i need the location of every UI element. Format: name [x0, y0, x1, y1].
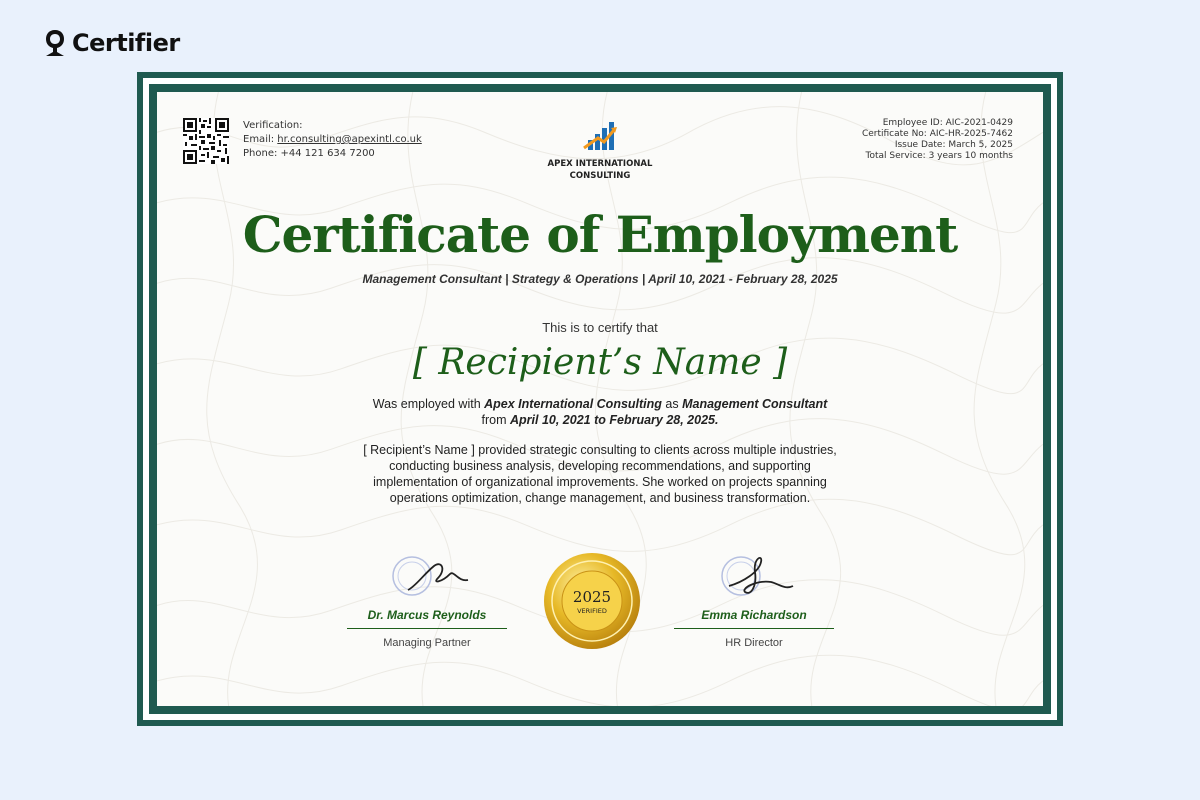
signatory-name: Emma Richardson — [701, 608, 807, 622]
company-name-line1: APEX INTERNATIONAL — [547, 159, 653, 169]
verification-label: Verification: — [243, 120, 303, 131]
signature-line — [674, 628, 834, 629]
total-service: Total Service: 3 years 10 months — [865, 151, 1013, 161]
signatory-role: Managing Partner — [383, 637, 471, 649]
company-name: Apex International Consulting — [484, 397, 662, 411]
certificate-number: Certificate No: AIC-HR-2025-7462 — [861, 129, 1013, 139]
certificate — [137, 72, 1063, 726]
certificate-subtitle: Management Consultant | Strategy & Operations | April 10, 2021 - February 28, 2025 — [362, 272, 838, 286]
recipient-name: [ Recipient’s Name ] — [412, 342, 788, 383]
certificate-meta — [862, 118, 1013, 162]
employment-statement: Was employed with Apex International Consulting as Management Consultant from April 10, 2021 to February 28, 2025. — [372, 397, 828, 427]
employment-dates: April 10, 2021 to February 28, 2025. — [510, 413, 719, 427]
brand-name: Certifier — [72, 29, 180, 57]
verification-email-link[interactable]: hr.consulting@apexintl.co.uk — [277, 134, 422, 145]
certify-text: This is to certify that — [542, 320, 658, 335]
employment-description: [ Recipient’s Name ] provided strategic consulting to clients across multiple industries, conducting business analysis, developing recommendations, and supporting implementation of organizational improvements. She worked on projects spanning operations optimization, change management, and business transformation. — [363, 443, 837, 505]
bar-chart-arrow-icon — [580, 118, 620, 154]
seal-label: VERIFIED — [577, 607, 607, 615]
employee-id: Employee ID: AIC-2021-0429 — [882, 118, 1013, 128]
signature-stamp-icon — [699, 552, 809, 606]
signatory-role: HR Director — [725, 637, 783, 649]
signature-stamp-icon — [372, 552, 482, 606]
seal-year: 2025 — [572, 588, 612, 606]
email-prefix: Email: — [243, 134, 278, 145]
verified-seal-icon — [542, 551, 642, 651]
certificate-title: Certificate of Employment — [242, 205, 958, 264]
signatory-right — [674, 552, 834, 649]
verification-phone: Phone: +44 121 634 7200 — [243, 148, 375, 159]
signatory-name: Dr. Marcus Reynolds — [367, 608, 487, 622]
company-name-line2: CONSULTING — [569, 171, 631, 181]
signatory-left — [347, 552, 507, 649]
certificate-body — [157, 92, 1043, 706]
job-title: Management Consultant — [682, 397, 828, 411]
certifier-brand[interactable] — [44, 28, 180, 58]
issue-date: Issue Date: March 5, 2025 — [894, 140, 1013, 150]
certifier-logo-icon — [44, 28, 66, 58]
signature-line — [347, 628, 507, 629]
